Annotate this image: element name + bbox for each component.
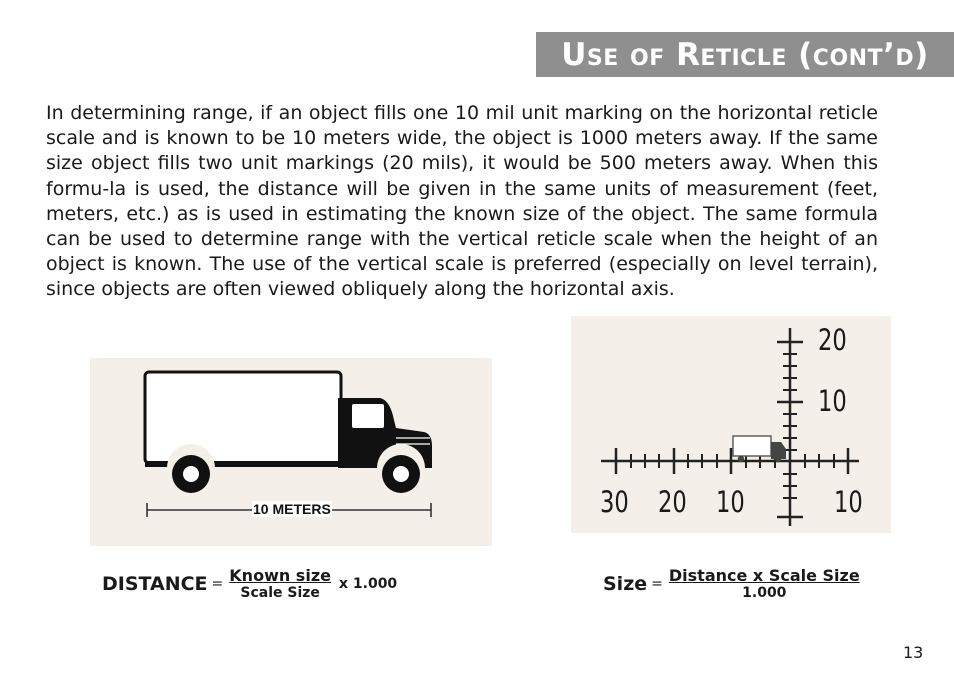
truck-figure bbox=[90, 358, 492, 546]
distance-formula bbox=[102, 566, 397, 601]
page-title: Use of Reticle (cont’d) bbox=[561, 36, 929, 73]
size-formula-fraction bbox=[669, 566, 860, 601]
truck-cargo-box bbox=[145, 372, 341, 463]
distance-formula-label: DISTANCE bbox=[102, 572, 208, 595]
distance-formula-denominator: Scale Size bbox=[240, 585, 320, 601]
distance-formula-multiplier: x 1.000 bbox=[338, 575, 398, 592]
vertical-label-20: 20 bbox=[818, 323, 847, 357]
distance-formula-fraction bbox=[229, 566, 331, 601]
distance-formula-equals: = bbox=[211, 575, 224, 592]
distance-formula-numerator: Known size bbox=[229, 566, 331, 585]
page-number: 13 bbox=[903, 643, 924, 662]
vertical-label-10: 10 bbox=[818, 384, 847, 418]
right-label-10: 10 bbox=[834, 485, 863, 519]
size-formula-denominator: 1.000 bbox=[742, 585, 787, 601]
dimension-label: 10 METERS bbox=[253, 501, 331, 517]
reticle-figure bbox=[571, 316, 891, 533]
horizontal-label-30: 30 bbox=[600, 485, 629, 519]
truck-window bbox=[352, 404, 384, 428]
horizontal-label-20: 20 bbox=[658, 485, 687, 519]
horizontal-label-10: 10 bbox=[716, 485, 745, 519]
body-paragraph: In determining range, if an object fills one 10 mil unit marking on the horizontal reticle scale and is known to be 10 meters wide, the object is 1000 meters away. If the same size object fills two unit markings (20 mils), it would be 500 meters away. When this formu-la is used, the distance will be given in the same units of measurement (feet, meters, etc.) as is used in estimating the known size of the object. The same formula can be used to determine range with the vertical reticle scale when the height of an object is known. The use of the vertical scale is preferred (especially on level terrain), since objects are often viewed obliquely along the horizontal axis. bbox=[46, 102, 878, 301]
truck-illustration bbox=[90, 358, 492, 546]
size-formula-equals: = bbox=[651, 575, 663, 592]
size-formula bbox=[603, 566, 860, 601]
size-formula-numerator: Distance x Scale Size bbox=[668, 566, 860, 585]
title-bar bbox=[536, 32, 954, 77]
size-formula-label: Size bbox=[603, 572, 648, 595]
